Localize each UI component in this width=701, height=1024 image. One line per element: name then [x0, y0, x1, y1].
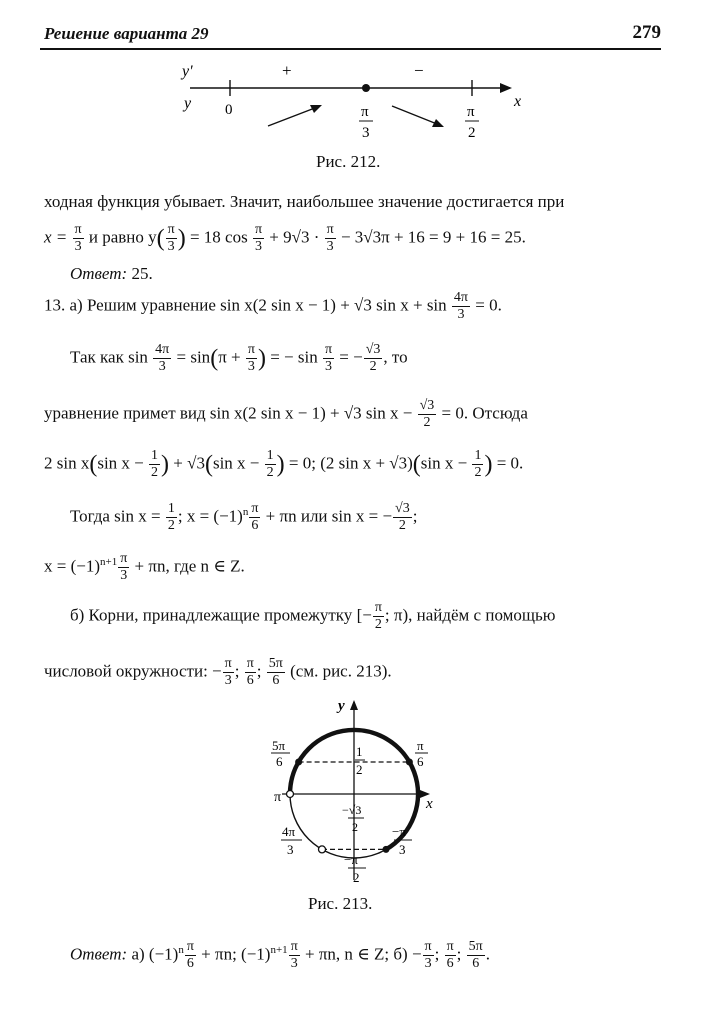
fig213-x-label: x [426, 796, 433, 812]
fig213-point-pi [287, 791, 294, 798]
text-line-1: ходная функция убывает. Значит, наибольшее значение достигается при [44, 192, 565, 211]
fig212-yprime-label: y' [182, 63, 193, 80]
fig212-pi2-num: π [467, 104, 475, 120]
fig213-5pi6-num: 5π [272, 738, 286, 753]
fig212-axis-arrow [500, 83, 512, 93]
fig212-pi3-num: π [361, 104, 369, 120]
figure-213-caption: Рис. 213. [308, 894, 373, 913]
fig213-neg-pi3-num: −π [392, 824, 406, 839]
fig213-point-5pi6 [295, 759, 302, 766]
fig212-zero-label: 0 [225, 102, 233, 118]
solution-line-2: $x = (-1)^{n+1}$ $\frac{\pi}{3}$ + πn, где n ∈ Z. [44, 551, 245, 584]
fig213-neg-pi2-den: 2 [353, 870, 360, 885]
fig213-half-num: 1 [356, 744, 363, 759]
fig213-pi-label: π [274, 790, 282, 805]
fig213-neg-sqrt3-num: −√3 [342, 803, 362, 817]
fig213-point-4pi3 [319, 846, 326, 853]
fig213-neg-pi2-num: −π [344, 852, 358, 867]
fig212-pi2-den: 2 [468, 125, 476, 141]
fig213-point-pi6 [406, 759, 413, 766]
fig213-5pi6-den: 6 [276, 754, 283, 769]
fig213-4pi3-num: 4π [282, 824, 296, 839]
answer-1: Ответ: 25. [70, 264, 153, 283]
part-b-line-1: б) Корни, принадлежащие промежутку [− $\frac{\pi}{2}$ ; π), найдём с помощью [70, 600, 556, 632]
fig212-pi3-den: 3 [362, 125, 370, 141]
fig212-minus-sign: − [414, 61, 424, 80]
fig213-y-label: y [338, 698, 345, 714]
fig213-point-neg-pi3 [383, 846, 390, 853]
then-line: Тогда sin x = $\frac{1}{2}$ ; $x = (-1)^n$ $\frac{\pi}{6}$ + πn или sin x = − $\frac{√3}{2}$ ; [70, 501, 418, 534]
equation-line-2: 2 sin x(sin x − $\frac{1}{2}$ ) + √3(sin x − $\frac{1}{2}$ ) = 0; (2 sin x + √3)(sin x − $\frac{1}{2}$ ) = 0. [44, 448, 524, 480]
fig213-neg-sqrt3-den: 2 [352, 820, 358, 834]
figure-213-unit-circle [262, 694, 442, 886]
fig212-plus-sign: + [282, 61, 292, 80]
since-line: Так как sin $\frac{4\pi}{3}$ = sin(π + $\frac{\pi}{3}$ ) = − sin $\frac{\pi}{3}$ = − $\frac{√3}{2}$ , то [70, 342, 408, 374]
fig213-half-den: 2 [356, 762, 363, 777]
running-header: Решение варианта 29 [44, 24, 209, 43]
fig213-pi6-den: 6 [417, 754, 424, 769]
fig212-point-pi3 [362, 84, 370, 92]
equation-line-1: уравнение примет вид sin x(2 sin x − 1) + √3 sin x − $\frac{√3}{2}$ = 0. Отсюда [44, 398, 528, 430]
text-line-2: x = $\frac{\pi}{3}$ и равно y( $\frac{\pi}{3}$ ) = 18 cos $\frac{\pi}{3}$ + 9√3 · $\frac{\pi}{3}$ − 3√3π + 16 = 9 + 16 = 25. [44, 222, 526, 254]
figure-212-sign-chart [160, 56, 540, 148]
fig213-pi6-num: π [417, 738, 424, 753]
answer-2: Ответ: а) $(-1)^n$ $\frac{\pi}{6}$ + πn; $(-1)^{n+1}$ $\frac{\pi}{3}$ + πn, n ∈ Z; б) − $\frac{\pi}{3}$ ; $\frac{\pi}{6}$ ; $\frac{5\pi}{6}$ . [70, 939, 490, 972]
page-number: 279 [632, 22, 661, 43]
problem-13a-statement: 13. а) Решим уравнение sin x(2 sin x − 1) + √3 sin x + sin $\frac{4\pi}{3}$ = 0. [44, 290, 502, 322]
fig212-x-label: x [514, 93, 522, 110]
fig212-y-label: y [184, 95, 192, 112]
fig213-y-arrow [350, 700, 358, 710]
header-rule [40, 48, 661, 50]
figure-212-caption: Рис. 212. [316, 152, 381, 171]
fig213-4pi3-den: 3 [287, 842, 294, 857]
fig213-neg-pi3-den: 3 [399, 842, 406, 857]
part-b-line-2: числовой окружности: − $\frac{\pi}{3}$ ; $\frac{\pi}{6}$ ; $\frac{5\pi}{6}$ (см. рис. 213). [44, 656, 392, 688]
